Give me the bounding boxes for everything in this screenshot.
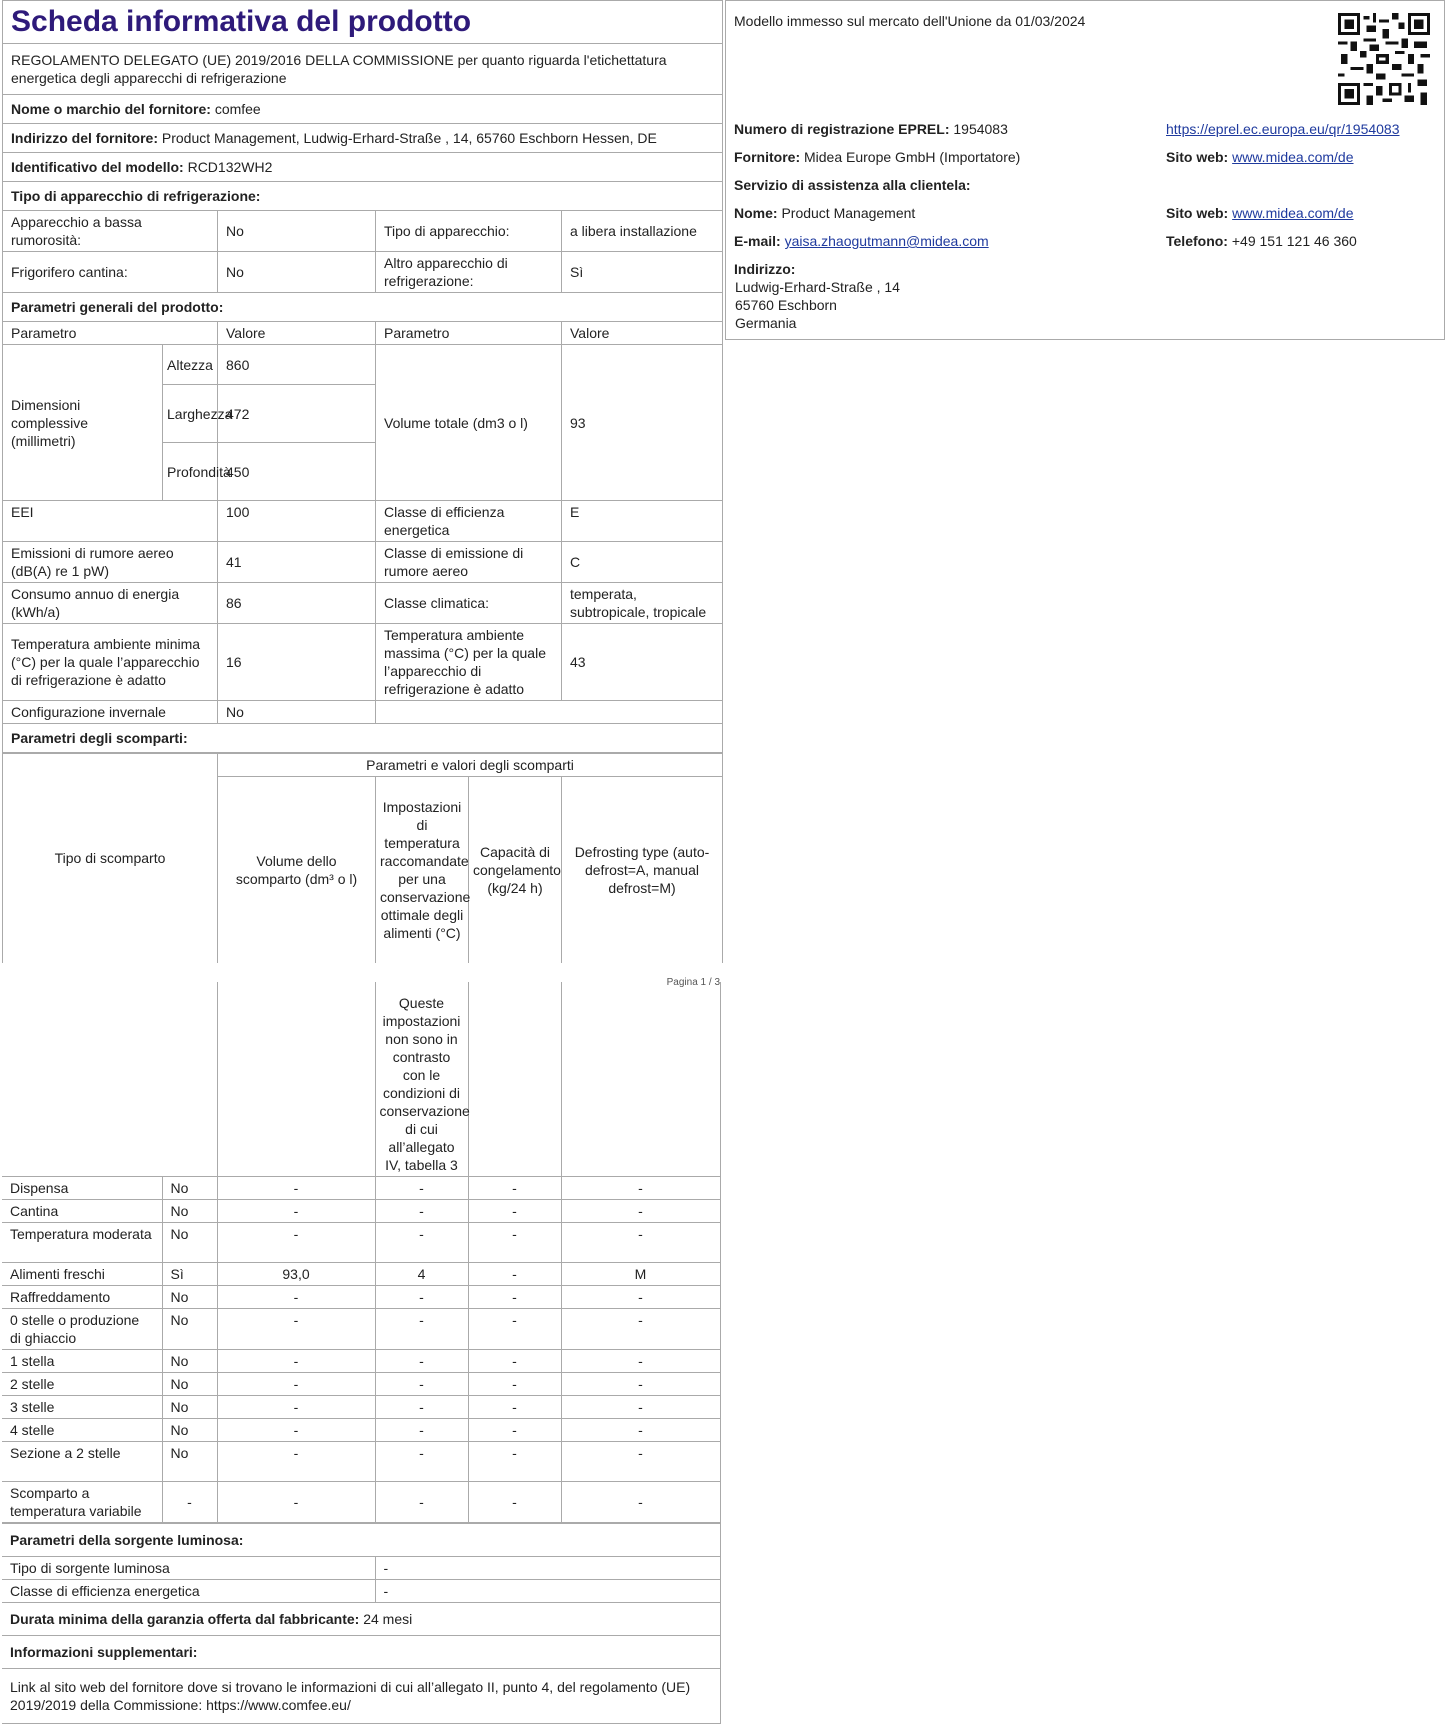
compartment-volume: - <box>217 1441 375 1481</box>
eprel-link[interactable]: https://eprel.ec.europa.eu/qr/1954083 <box>1166 121 1400 137</box>
qr-code-icon[interactable] <box>1338 13 1430 105</box>
min-temp-value: 16 <box>218 624 376 701</box>
temp-note: Queste impostazioni non sono in contrasto con le condizioni di conservazione di cui all’allegato IV, tabella 3 <box>375 982 468 1176</box>
compartment-volume: - <box>217 1481 375 1522</box>
compartment-name: Scomparto a temperatura variabile <box>2 1481 162 1522</box>
additional-info-heading: Informazioni supplementari: <box>2 1635 720 1668</box>
compartment-name: 2 stelle <box>2 1372 162 1395</box>
compartment-present: No <box>162 1176 217 1199</box>
noise-class-value: C <box>562 542 723 583</box>
supplier-label: Fornitore: <box>734 149 801 165</box>
compartment-name: 3 stelle <box>2 1395 162 1418</box>
compartment-volume: - <box>217 1418 375 1441</box>
eprel-label: Numero di registrazione EPREL: <box>734 121 950 137</box>
compartment-freeze: - <box>468 1285 561 1308</box>
compartment-temp: - <box>375 1441 468 1481</box>
compartment-present: - <box>162 1481 217 1522</box>
width-value: 472 <box>218 385 376 443</box>
supplier-value: Midea Europe GmbH (Importatore) <box>804 149 1021 165</box>
website-link-2[interactable]: www.midea.com/de <box>1232 205 1354 221</box>
compartment-temp: - <box>375 1418 468 1441</box>
compartment-volume: - <box>217 1349 375 1372</box>
depth-label: Profondità <box>163 443 218 501</box>
compartment-present: No <box>162 1199 217 1222</box>
page-title: Scheda informativa del prodotto <box>11 5 472 38</box>
width-label: Larghezza <box>163 385 218 443</box>
appliance-type-heading: Tipo di apparecchio di refrigerazione: <box>3 182 723 211</box>
depth-value: 450 <box>218 443 376 501</box>
eprel-value: 1954083 <box>953 121 1008 137</box>
light-type-label: Tipo di sorgente luminosa <box>2 1556 375 1579</box>
compartment-defrost: - <box>561 1441 720 1481</box>
compartment-name: 0 stelle o produzione di ghiaccio <box>2 1308 162 1349</box>
page-number: Pagina 1 / 3 <box>666 976 720 988</box>
max-temp-value: 43 <box>562 624 723 701</box>
energy-class-value: E <box>562 501 723 542</box>
compartment-temp: - <box>375 1349 468 1372</box>
min-temp-label: Temperatura ambiente minima (°C) per la quale l’apparecchio di refrigerazione è adatto <box>3 624 218 701</box>
compartment-present: No <box>162 1308 217 1349</box>
winter-config-value: No <box>218 701 376 724</box>
compartment-defrost: - <box>561 1199 720 1222</box>
climate-class-label: Classe climatica: <box>376 583 562 624</box>
table-row <box>2 1441 720 1481</box>
compartment-defrost: - <box>561 1481 720 1522</box>
name-label: Nome: <box>734 205 778 221</box>
climate-class-value: temperata, subtropicale, tropicale <box>562 583 723 624</box>
height-value: 860 <box>218 345 376 385</box>
brand-label: Nome o marchio del fornitore: <box>11 101 211 117</box>
compartment-present: No <box>162 1349 217 1372</box>
product-sheet-page-1 <box>2 0 722 988</box>
winter-config-label: Configurazione invernale <box>3 701 218 724</box>
height-label: Altezza <box>163 345 218 385</box>
supplier-address-value: Product Management, Ludwig-Erhard-Straße , 14, 65760 Eschborn Hessen, DE <box>161 130 657 146</box>
col-defrost-type: Defrosting type (auto-defrost=A, manual defrost=M) <box>562 777 723 963</box>
eei-value: 100 <box>218 501 376 542</box>
compartment-freeze: - <box>468 1349 561 1372</box>
model-value: RCD132WH2 <box>187 159 273 175</box>
empty-cell <box>376 701 723 724</box>
table-row <box>2 1285 720 1308</box>
light-class-label: Classe di efficienza energetica <box>2 1579 375 1602</box>
brand-value: comfee <box>214 101 261 117</box>
appliance-type-value: a libera installazione <box>562 211 723 252</box>
compartment-table <box>2 982 721 1523</box>
address-label: Indirizzo: <box>734 261 796 277</box>
compartment-name: Raffreddamento <box>2 1285 162 1308</box>
compartment-temp: - <box>375 1308 468 1349</box>
address-line-2: 65760 Eschborn <box>735 297 837 313</box>
table-row <box>2 1481 720 1522</box>
col-param-header-2: Parametro <box>376 322 562 345</box>
compartment-freeze: - <box>468 1262 561 1285</box>
appliance-type-label: Tipo di apparecchio: <box>376 211 562 252</box>
col-value-header-2: Valore <box>562 322 723 345</box>
customer-service-heading: Servizio di assistenza alla clientela: <box>734 177 971 193</box>
table-row <box>2 1349 720 1372</box>
compartment-freeze: - <box>468 1441 561 1481</box>
col-recommended-temp: Impostazioni di temperatura raccomandate per una conservazione ottimale degli alimenti (°C) <box>376 777 469 963</box>
eei-label: EEI <box>3 501 218 542</box>
compartment-temp: - <box>375 1199 468 1222</box>
dimensions-label: Dimensioni complessive (millimetri) <box>3 345 163 501</box>
compartment-freeze: - <box>468 1395 561 1418</box>
compartment-volume: - <box>217 1176 375 1199</box>
compartment-present: No <box>162 1418 217 1441</box>
compartment-name: Sezione a 2 stelle <box>2 1441 162 1481</box>
table-row <box>2 1176 720 1199</box>
compartment-temp: - <box>375 1395 468 1418</box>
compartment-defrost: - <box>561 1222 720 1262</box>
compartment-present: No <box>162 1222 217 1262</box>
supplier-website-url[interactable]: https://www.comfee.eu/ <box>206 1696 351 1713</box>
compartment-volume: - <box>217 1222 375 1262</box>
col-param-header: Parametro <box>3 322 218 345</box>
compartment-name: 1 stella <box>2 1349 162 1372</box>
compartment-name: Dispensa <box>2 1176 162 1199</box>
compartment-volume: 93,0 <box>217 1262 375 1285</box>
max-temp-label: Temperatura ambiente massima (°C) per la quale l’apparecchio di refrigerazione è adatto <box>376 624 562 701</box>
email-link[interactable]: yaisa.zhaogutmann@midea.com <box>784 233 989 249</box>
compartment-temp: - <box>375 1285 468 1308</box>
empty-cell <box>2 982 217 1176</box>
compartment-temp: 4 <box>375 1262 468 1285</box>
table-row <box>2 1222 720 1262</box>
compartment-defrost: - <box>561 1349 720 1372</box>
address-line-1: Ludwig-Erhard-Straße , 14 <box>735 279 900 295</box>
compartment-params-heading: Parametri degli scomparti: <box>3 724 723 753</box>
col-value-header: Valore <box>218 322 376 345</box>
compartment-group-header: Parametri e valori degli scomparti <box>218 754 723 777</box>
empty-cell <box>468 982 561 1176</box>
compartment-freeze: - <box>468 1308 561 1349</box>
general-params-heading: Parametri generali del prodotto: <box>3 293 723 322</box>
compartment-present: No <box>162 1441 217 1481</box>
light-type-value: - <box>375 1556 720 1579</box>
wine-cooler-value: No <box>218 252 376 293</box>
address-line-3: Germania <box>735 315 797 331</box>
other-appliance-label: Altro apparecchio di refrigerazione: <box>376 252 562 293</box>
table-row <box>2 1372 720 1395</box>
light-params-heading: Parametri della sorgente luminosa: <box>2 1523 720 1556</box>
empty-cell <box>217 982 375 1176</box>
phone-value: +49 151 121 46 360 <box>1231 233 1357 249</box>
compartment-freeze: - <box>468 1372 561 1395</box>
compartment-present: No <box>162 1395 217 1418</box>
low-noise-value: No <box>218 211 376 252</box>
compartment-freeze: - <box>468 1481 561 1522</box>
email-label: E-mail: <box>734 233 781 249</box>
supplier-address-label: Indirizzo del fornitore: <box>11 130 158 146</box>
col-compartment-volume: Volume dello scomparto (dm³ o l) <box>218 777 376 963</box>
empty-cell <box>561 982 720 1176</box>
name-value: Product Management <box>781 205 916 221</box>
compartment-defrost: - <box>561 1395 720 1418</box>
col-freezing-capacity: Capacità di congelamento (kg/24 h) <box>469 777 562 963</box>
noise-value: 41 <box>218 542 376 583</box>
market-date: Modello immesso sul mercato dell'Unione da 01/03/2024 <box>734 13 1086 29</box>
compartment-temp: - <box>375 1176 468 1199</box>
table-row <box>2 1199 720 1222</box>
warranty-label: Durata minima della garanzia offerta dal fabbricante: <box>10 1610 360 1627</box>
model-label: Identificativo del modello: <box>11 159 184 175</box>
additional-info-text: Link al sito web del fornitore dove si trovano le informazioni di cui all’allegato II, punto 4, del regolamento (UE) 2019/2019 della Commissione: <box>10 1678 691 1713</box>
energy-consumption-value: 86 <box>218 583 376 624</box>
other-appliance-value: Sì <box>562 252 723 293</box>
compartment-present: Sì <box>162 1262 217 1285</box>
compartment-volume: - <box>217 1395 375 1418</box>
table-row <box>2 1262 720 1285</box>
energy-consumption-label: Consumo annuo di energia (kWh/a) <box>3 583 218 624</box>
compartment-temp: - <box>375 1481 468 1522</box>
compartment-volume: - <box>217 1285 375 1308</box>
website-link[interactable]: www.midea.com/de <box>1232 149 1354 165</box>
compartment-freeze: - <box>468 1222 561 1262</box>
energy-class-label: Classe di efficienza energetica <box>376 501 562 542</box>
table-row <box>2 1395 720 1418</box>
volume-value: 93 <box>562 345 723 501</box>
compartment-defrost: - <box>561 1285 720 1308</box>
col-compartment-type: Tipo di scomparto <box>3 754 218 963</box>
low-noise-label: Apparecchio a bassa rumorosità: <box>3 211 218 252</box>
supplier-info-panel <box>725 0 1445 340</box>
noise-label: Emissioni di rumore aereo (dB(A) re 1 pW) <box>3 542 218 583</box>
compartment-freeze: - <box>468 1199 561 1222</box>
table-row <box>2 1418 720 1441</box>
compartment-name: 4 stelle <box>2 1418 162 1441</box>
compartment-name: Cantina <box>2 1199 162 1222</box>
compartment-temp: - <box>375 1372 468 1395</box>
compartment-volume: - <box>217 1372 375 1395</box>
product-sheet-page-2 <box>2 982 720 1724</box>
noise-class-label: Classe di emissione di rumore aereo <box>376 542 562 583</box>
website-label-2: Sito web: <box>1166 205 1229 221</box>
regulation-text: REGOLAMENTO DELEGATO (UE) 2019/2016 DELLA COMMISSIONE per quanto riguarda l'etichettatura energetica degli apparecchi di refrigerazione <box>3 44 723 95</box>
compartment-name: Alimenti freschi <box>2 1262 162 1285</box>
table-row <box>2 1308 720 1349</box>
compartment-defrost: - <box>561 1372 720 1395</box>
compartment-defrost: - <box>561 1176 720 1199</box>
compartment-volume: - <box>217 1199 375 1222</box>
warranty-value: 24 mesi <box>363 1610 413 1627</box>
compartment-name: Temperatura moderata <box>2 1222 162 1262</box>
compartment-present: No <box>162 1285 217 1308</box>
website-label: Sito web: <box>1166 149 1229 165</box>
compartment-defrost: - <box>561 1418 720 1441</box>
compartment-freeze: - <box>468 1418 561 1441</box>
compartment-present: No <box>162 1372 217 1395</box>
phone-label: Telefono: <box>1166 233 1228 249</box>
compartment-temp: - <box>375 1222 468 1262</box>
light-class-value: - <box>375 1579 720 1602</box>
wine-cooler-label: Frigorifero cantina: <box>3 252 218 293</box>
compartment-freeze: - <box>468 1176 561 1199</box>
volume-label: Volume totale (dm3 o l) <box>376 345 562 501</box>
compartment-defrost: M <box>561 1262 720 1285</box>
compartment-defrost: - <box>561 1308 720 1349</box>
compartment-volume: - <box>217 1308 375 1349</box>
